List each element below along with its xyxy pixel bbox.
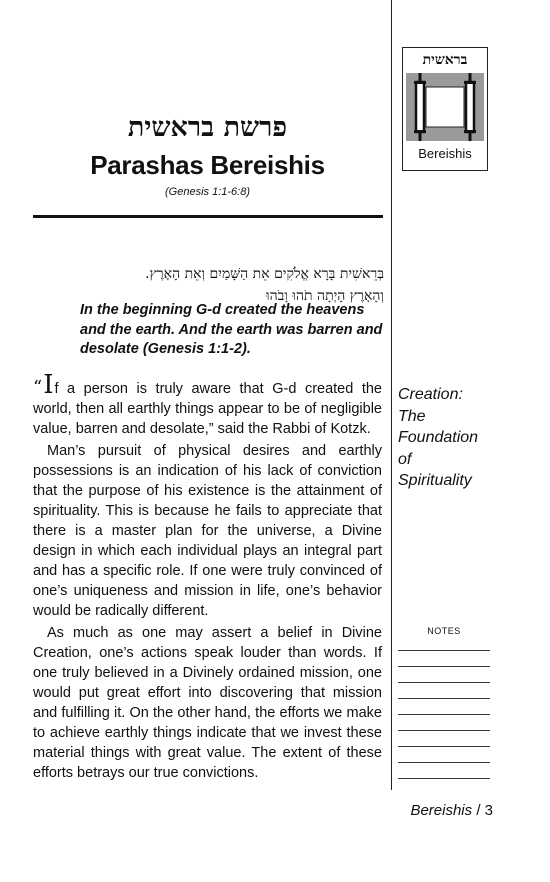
parasha-icon-box: [402, 47, 488, 171]
english-verse: In the beginning G-d created the heavens and the earth. And the earth was barren and desolate (Genesis 1:1-2).: [80, 302, 383, 357]
title-divider: [33, 215, 383, 218]
page-title: Parashas Bereishis: [90, 150, 325, 180]
parasha-english-label: Bereishis: [418, 146, 472, 161]
notes-line[interactable]: [398, 666, 490, 667]
parasha-hebrew-label: בראשית: [422, 52, 468, 68]
notes-line[interactable]: [398, 746, 490, 747]
page-footer: [410, 802, 493, 819]
side-heading-line: Foundation: [398, 429, 479, 446]
side-heading-line: Creation:: [398, 386, 463, 403]
torah-scroll-icon: [406, 73, 484, 141]
notes-line[interactable]: [398, 714, 490, 715]
page-number: 3: [484, 802, 493, 819]
side-heading-line: Spirituality: [398, 472, 472, 489]
running-title: Bereishis: [410, 802, 473, 819]
notes-label: NOTES: [427, 626, 461, 636]
side-heading: [398, 384, 508, 492]
side-heading-line: of: [398, 450, 412, 468]
drop-cap: I: [43, 370, 54, 400]
notes-line[interactable]: [398, 762, 490, 763]
paragraph-3: As much as one may assert a belief in Divine Creation, one’s actions speak louder than words. If one truly believed in a Divinely ordained mission, one would put great effort into discovering that mission and fulfilling it. On the other hand, the efforts we make to achieve earthly things indicate that we invest these material things with great value. The extent of these efforts betrays our true convictions.: [33, 625, 382, 781]
notes-line[interactable]: [398, 730, 490, 731]
body-text: [33, 370, 382, 785]
paragraph-1-text: f a person is truly aware that G-d created the world, then all earthly things appear to be of negligible value, barren and desolate,” said the Rabbi of Kotzk.: [33, 381, 382, 437]
side-heading-line: The: [398, 407, 426, 425]
notes-line[interactable]: [398, 682, 490, 683]
paragraph-1: [33, 370, 382, 439]
vertical-rule: [391, 0, 392, 790]
paragraph-2: Man’s pursuit of physical desires and earthly possessions is an indication of his lack of conviction that the purpose of his existence is the attainment of spirituality. This is because he fails to appreciate that there is a master plan for the universe, a Divine design in which each individual plays an integral part and has a specific role. If one were truly convinced of one’s uniqueness and mission in life, one’s behavior would be radically different.: [33, 443, 382, 619]
hebrew-verse-line-1: בְּרֵאשִׁית בָּרָא אֱלֹקִים אֵת הַשָּׁמַיִם וְאֵת הָאָרֶץ.: [145, 266, 384, 282]
footer-separator: /: [476, 802, 481, 819]
hebrew-title: פרשת בראשית: [127, 112, 288, 143]
notes-line[interactable]: [398, 778, 490, 779]
notes-line[interactable]: [398, 698, 490, 699]
hebrew-verse-line-2: וְהָאָרֶץ הָיְתָה תֹהוּ וָבֹהוּ: [265, 288, 384, 304]
open-quote: “: [33, 377, 43, 398]
notes-line[interactable]: [398, 650, 490, 651]
verse-range: (Genesis 1:1-6:8): [165, 186, 250, 198]
